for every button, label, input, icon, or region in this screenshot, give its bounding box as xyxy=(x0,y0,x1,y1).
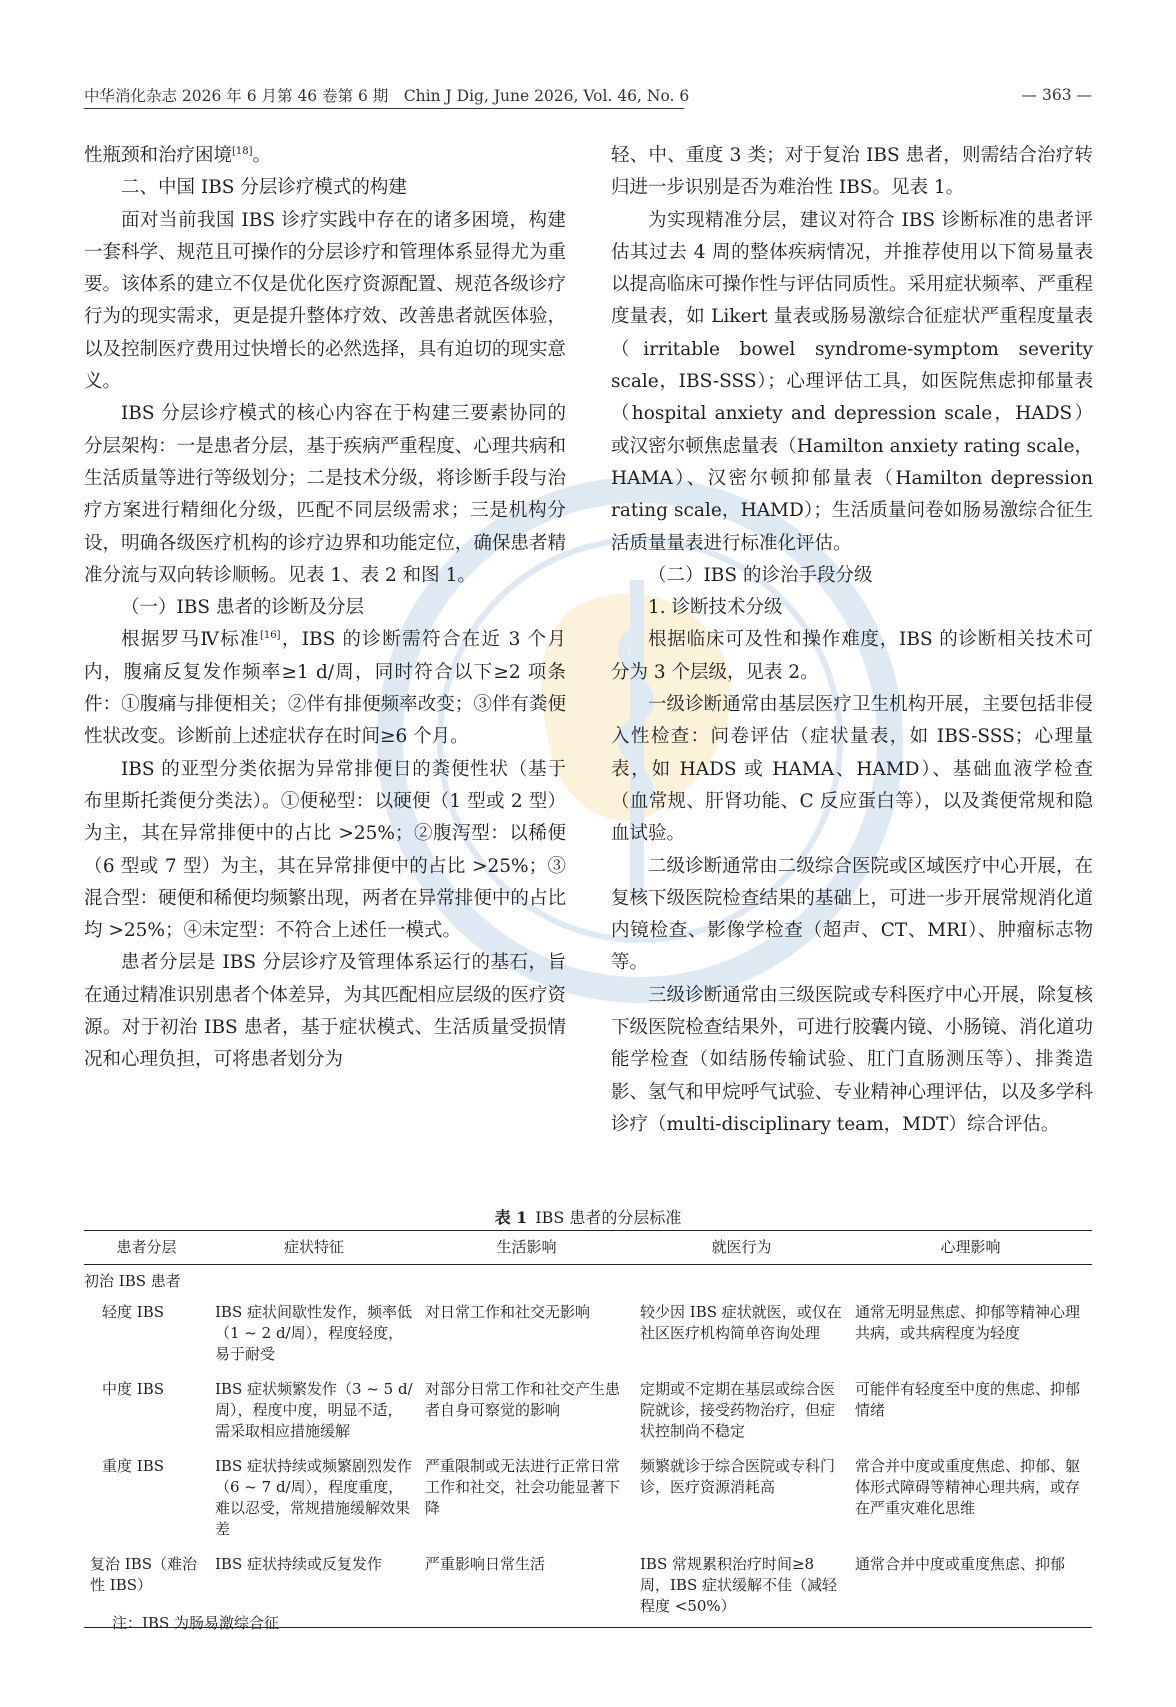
care-seeking-cell: 较少因 IBS 症状就医，或仅在社区医疗机构简单咨询处理 xyxy=(640,1303,842,1342)
paragraph: IBS 的亚型分类依据为异常排便日的粪便性状（基于布里斯托粪便分类法）。①便秘型：以硬便（1 型或 2 型）为主，其在异常排便中的占比 >25%；②腹泻型：以稀便（6 型或 7 型）为主，其在异常排便中的占比 >25%；③混合型：硬便和稀便均频繁出现，两者在异常排便中的占比均 >25%；④未定型：不符合上述任一模式。 xyxy=(84,758,566,942)
paragraph: 根据临床可及性和操作难度，IBS 的诊断相关技术可分为 3 个层级，见表 2。 xyxy=(611,629,1093,683)
life-impact-cell: 严重影响日常生活 xyxy=(419,1550,634,1628)
paragraph: IBS 分层诊疗模式的核心内容在于构建三要素协同的分层架构：一是患者分层，基于疾病严重程度、心理共病和生活质量等进行等级划分；二是技术分级，将诊断手段与治疗方案进行精细化分级，匹配不同层级需求；三是机构分设，明确各级医疗机构的诊疗边界和功能定位，确保患者精准分流与双向转诊顺畅。见表 1、表 2 和图 1。 xyxy=(84,403,566,586)
psych-impact-cell: 通常合并中度或重度焦虑、抑郁 xyxy=(849,1550,1092,1628)
table-row xyxy=(84,1452,1092,1550)
subsection-heading: （一）IBS 患者的诊断及分层 xyxy=(121,597,364,619)
citation: [16] xyxy=(259,630,281,642)
subsection-heading: （二）IBS 的诊治手段分级 xyxy=(648,564,873,586)
paragraph: 根据罗马Ⅳ标准[16]，IBS 的诊断需符合在近 3 个月内，腹痛反复发作频率≥1 d/周，同时符合以下≥2 项条件：①腹痛与排便相关；②伴有排便频率改变；③伴有粪便性状改变。诊断前上述症状存在时间≥6 个月。 xyxy=(84,629,566,748)
psych-impact-cell: 可能伴有轻度至中度的焦虑、抑郁情绪 xyxy=(855,1380,1081,1419)
left-column xyxy=(84,140,566,1077)
tier-cell: 复治 IBS（难治性 IBS） xyxy=(84,1550,209,1628)
citation: [18] xyxy=(232,146,253,157)
subsubsection-heading: 1. 诊断技术分级 xyxy=(648,597,783,619)
symptom-cell: IBS 症状间歇性发作，频率低（1 ~ 2 d/周），程度轻度，易于耐受 xyxy=(215,1303,412,1363)
column-header: 心理影响 xyxy=(849,1231,1092,1265)
life-impact-cell: 对部分日常工作和社交产生患者自身可察觉的影响 xyxy=(425,1380,621,1419)
symptom-cell: IBS 症状频繁发作（3 ~ 5 d/周），程度中度，明显不适，需采取相应措施缓解 xyxy=(215,1380,413,1440)
tier-cell: 中度 IBS xyxy=(102,1380,164,1398)
symptom-cell: IBS 症状持续或反复发作 xyxy=(209,1550,419,1628)
group-label: 初治 IBS 患者 xyxy=(84,1272,181,1290)
right-column xyxy=(611,140,1093,1141)
care-seeking-cell: 定期或不定期在基层或综合医院就诊，接受药物治疗，但症状控制尚不稳定 xyxy=(640,1380,836,1440)
table-title xyxy=(84,1205,1092,1228)
table-footnote: 注：IBS 为肠易激综合征 xyxy=(112,1614,279,1632)
table-row xyxy=(84,1298,1092,1375)
psych-impact-cell: 通常无明显焦虑、抑郁等精神心理共病，或共病程度为轻度 xyxy=(855,1303,1081,1342)
paragraph: 一级诊断通常由基层医疗卫生机构开展，主要包括非侵入性检查：问卷评估（症状量表，如 IBS-SSS；心理量表，如 HADS 或 HAMA、HAMD）、基础血液学检查（血常规、肝肾功能、C 反应蛋白等），以及粪便常规和隐血试验。 xyxy=(611,694,1093,845)
table-header-row xyxy=(84,1231,1092,1265)
life-impact-cell: 严重限制或无法进行正常日常工作和社交，社会功能显著下降 xyxy=(425,1457,621,1517)
tier-cell: 轻度 IBS xyxy=(102,1303,164,1321)
table-label: 表 1 xyxy=(494,1208,528,1227)
paragraph: 面对当前我国 IBS 诊疗实践中存在的诸多困境，构建一套科学、规范且可操作的分层诊疗和管理体系显得尤为重要。该体系的建立不仅是优化医疗资源配置、规范各级诊疗行为的现实需求，更是提升整体疗效、改善患者就医体验，以及控制医疗费用过快增长的必然选择，具有迫切的现实意义。 xyxy=(84,209,566,393)
care-seeking-cell: IBS 常规累积治疗时间≥8 周，IBS 症状缓解不佳（减轻程度 <50%） xyxy=(634,1550,849,1628)
section-heading: 二、中国 IBS 分层诊疗模式的构建 xyxy=(121,177,407,199)
page-number: — 363 — xyxy=(1021,86,1092,104)
symptom-cell: IBS 症状持续或频繁剧烈发作（6 ~ 7 d/周），程度重度，难以忍受，常规措施缓解效果差 xyxy=(215,1457,412,1538)
header-rule xyxy=(84,108,684,109)
table-caption: IBS 患者的分层标准 xyxy=(535,1208,682,1227)
psych-impact-cell: 常合并中度或重度焦虑、抑郁、躯体形式障碍等精神心理共病，或存在严重灾难化思维 xyxy=(855,1457,1081,1517)
paragraph: 为实现精准分层，建议对符合 IBS 诊断标准的患者评估其过去 4 周的整体疾病情况，并推荐使用以下简易量表以提高临床可操作性与评估同质性。采用症状频率、严重程度量表，如 Likert 量表或肠易激综合征症状严重程度量表（irritable bowel syndrome-symptom severity scale，IBS-SSS）；心理评估工具，如医院焦虑抑郁量表（hospital anxiety and depression scale，HADS）或汉密尔顿焦虑量表（Hamilton anxiety rating scale，HAMA）、汉密尔顿抑郁量表（Hamilton depression rating scale，HAMD）；生活质量问卷如肠易激综合征生活质量量表进行标准化评估。 xyxy=(611,209,1093,554)
column-header: 就医行为 xyxy=(634,1231,849,1265)
column-header: 生活影响 xyxy=(419,1231,634,1265)
paragraph: 性瓶颈和治疗困境[18]。 xyxy=(84,145,272,166)
tier-cell: 重度 IBS xyxy=(102,1457,164,1475)
paragraph: 三级诊断通常由三级医院或专科医疗中心开展，除复核下级医院检查结果外，可进行胶囊内镜、小肠镜、消化道功能学检查（如结肠传输试验、肛门直肠测压等）、排粪造影、氢气和甲烷呼气试验、专业精神心理评估，以及多学科诊疗（multi-disciplinary team，MDT）综合评估。 xyxy=(611,984,1093,1135)
paragraph: 二级诊断通常由二级综合医院或区域医疗中心开展，在复核下级医院检查结果的基础上，可进一步开展常规消化道内镜检查、影像学检查（超声、CT、MRI）、肿瘤标志物等。 xyxy=(611,855,1093,974)
table-row xyxy=(84,1375,1092,1452)
paragraph: 轻、中、重度 3 类；对于复治 IBS 患者，则需结合治疗转归进一步识别是否为难治性 IBS。见表 1。 xyxy=(611,145,1093,199)
column-header: 患者分层 xyxy=(84,1231,209,1265)
life-impact-cell: 对日常工作和社交无影响 xyxy=(425,1303,591,1321)
care-seeking-cell: 频繁就诊于综合医院或专科门诊，医疗资源消耗高 xyxy=(640,1457,836,1496)
stratification-table xyxy=(84,1230,1092,1628)
column-header: 症状特征 xyxy=(209,1231,419,1265)
table-group-row xyxy=(84,1265,1092,1299)
paragraph: 患者分层是 IBS 分层诊疗及管理体系运行的基石，旨在通过精准识别患者个体差异，为其匹配相应层级的医疗资源。对于初治 IBS 患者，基于症状模式、生活质量受损情况和心理负担，可将患者划分为 xyxy=(84,952,566,1071)
running-header xyxy=(84,84,1092,110)
journal-info: 中华消化杂志 2026 年 6 月第 46 卷第 6 期 Chin J Dig, June 2026, Vol. 46, No. 6 xyxy=(84,87,690,105)
